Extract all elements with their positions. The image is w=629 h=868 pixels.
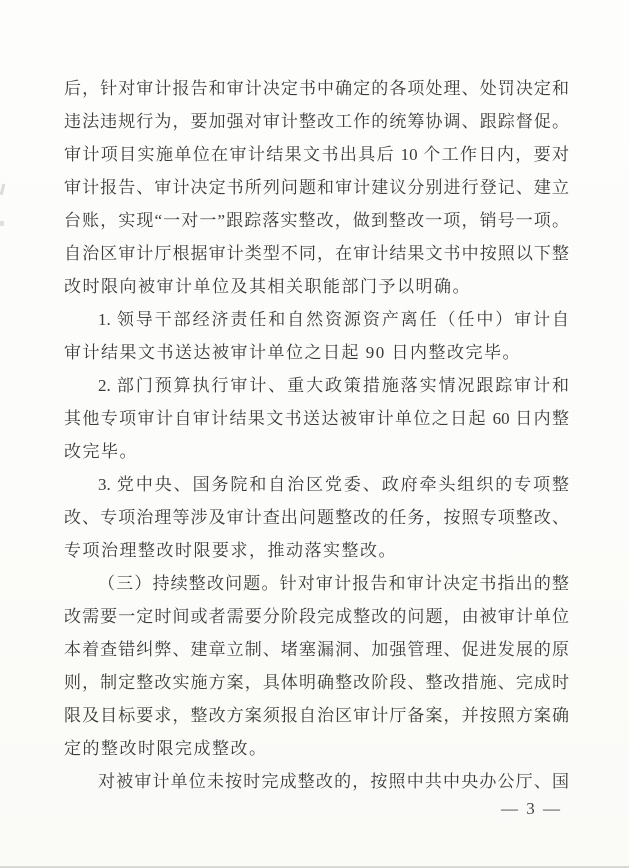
- body-line: 改需要一定时间或者需要分阶段完成整改的问题，由被审计单位: [64, 607, 569, 626]
- body-line: 1. 领导干部经济责任和自然资源资产离任（任中）审计自: [98, 310, 569, 329]
- body-line: 其他专项审计自审计结果文书送达被审计单位之日起 60 日内整: [64, 409, 569, 428]
- body-line: 改、专项治理等涉及审计查出问题整改的任务，按照专项整改、: [64, 508, 569, 527]
- document-body: [64, 72, 569, 798]
- body-line: 对被审计单位未按时完成整改的，按照中共中央办公厅、国: [98, 772, 569, 791]
- body-line: 自治区审计厅根据审计类型不同，在审计结果文书中按照以下整: [64, 244, 569, 263]
- body-line: 则，制定整改实施方案，具体明确整改阶段、整改措施、完成时: [64, 673, 569, 692]
- body-line: 审计结果文书送达被审计单位之日起 90 日内整改完毕。: [64, 343, 521, 362]
- body-line: 本着查错纠弊、建章立制、堵塞漏洞、加强管理、促进发展的原: [64, 640, 569, 659]
- body-line: 审计项目实施单位在审计结果文书出具后 10 个工作日内，要对: [64, 145, 569, 164]
- page-number: — 3 —: [501, 799, 562, 818]
- body-line: 3. 党中央、国务院和自治区党委、政府牵头组织的专项整: [98, 475, 569, 494]
- body-line: 台账，实现“一对一”跟踪落实整改，做到整改一项，销号一项。: [64, 211, 569, 230]
- body-line: 改完毕。: [64, 442, 138, 461]
- body-line: 限及目标要求，整改方案须报自治区审计厅备案，并按照方案确: [64, 706, 569, 725]
- body-line: 改时限向被审计单位及其相关职能部门予以明确。: [64, 277, 471, 296]
- body-line: 违法违规行为，要加强对审计整改工作的统筹协调、跟踪督促。: [64, 112, 569, 131]
- body-line: 定的整改时限完成整改。: [64, 739, 268, 758]
- body-line: 后，针对审计报告和审计决定书中确定的各项处理、处罚决定和: [64, 79, 569, 98]
- body-line: 审计报告、审计决定书所列问题和审计建议分别进行登记、建立: [64, 178, 569, 197]
- page-footer: [0, 799, 562, 819]
- body-line: 专项治理整改时限要求，推动落实整改。: [64, 541, 397, 560]
- scan-artifact-mark: [0, 221, 4, 226]
- body-line: 2. 部门预算执行审计、重大政策措施落实情况跟踪审计和: [98, 376, 569, 395]
- body-line: （三）持续整改问题。针对审计报告和审计决定书指出的整: [98, 574, 569, 593]
- scan-artifact-mark: [0, 184, 5, 195]
